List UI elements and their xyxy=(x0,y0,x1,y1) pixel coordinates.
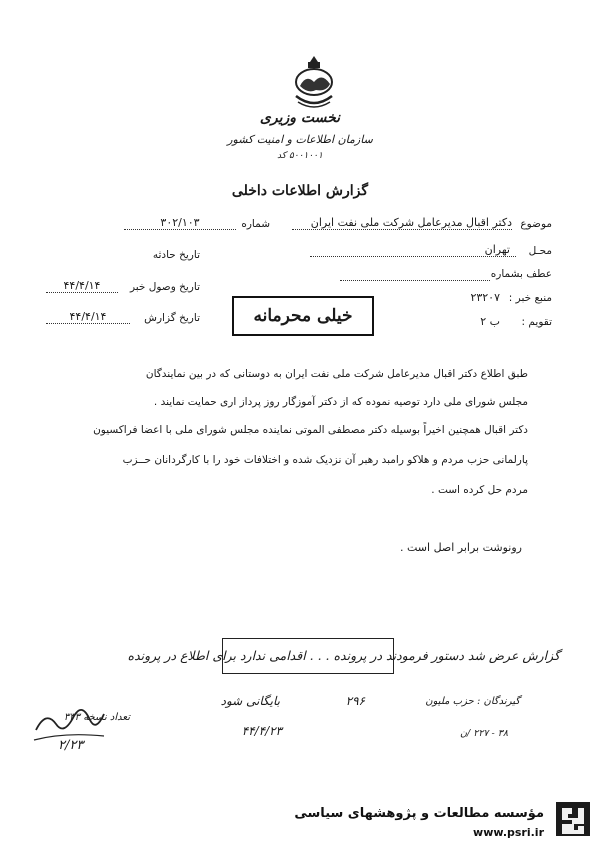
institute-logo-icon xyxy=(556,802,590,836)
receipt-date-label: تاریخ وصول خبر xyxy=(129,281,200,293)
evaluation-label: تقویم : xyxy=(521,316,552,328)
subject-label: موضوع xyxy=(520,218,552,230)
report-title: گزارش اطلاعات داخلی xyxy=(231,183,369,199)
header-code: ۵۰۰۱۰۰۱ کد xyxy=(277,151,323,161)
handwritten-date: ۴۴/۴/۲۳ xyxy=(241,724,282,738)
header-office-name: نخست وزیری xyxy=(259,110,341,126)
location-label: محـل xyxy=(528,245,552,257)
institute-url[interactable]: www.psri.ir xyxy=(473,826,544,839)
report-date-value: ۴۴/۴/۱۴ xyxy=(46,310,130,324)
receivers-note: گیرندگان : حزب ملیون xyxy=(425,696,520,707)
handwritten-note-line1: گزارش عرض شد دستور فرمودند در پرونده . . . اقدامی ندارد برای اطلاع در پرونده xyxy=(127,648,560,663)
copy-note: رونوشت برابر اصل است . xyxy=(400,541,522,554)
classification-stamp: خیلی محرمانه xyxy=(232,296,374,336)
crest-emblem-icon xyxy=(286,52,342,114)
report-date-label: تاریخ گزارش xyxy=(144,312,200,324)
institute-name: مؤسسه مطالعات و پژوهشهای سیاسی xyxy=(294,806,544,821)
footer-bar xyxy=(0,796,600,852)
handwritten-left-number: ۲/۲۳ xyxy=(58,738,84,753)
evaluation-value: ب ۲ xyxy=(480,315,500,328)
reference-line xyxy=(340,280,490,281)
copies-note: تعداد نسخه ۳۳۳ xyxy=(63,712,130,723)
source-label: منبع خبر : xyxy=(508,292,552,304)
handwritten-number: ۲۹۶ xyxy=(345,694,365,708)
body-line-4: پارلمانی حزب مردم و هلاکو رامبد رهبر آن نزدیک شده و اختلافات خود را با کارگردانان حــزب xyxy=(122,454,528,466)
body-line-2: مجلس شورای ملی دارد توصیه نموده که از دکتر آموزگار روز پرداز اری حمایت نمایند . xyxy=(153,396,528,408)
subject-value: دکتر اقبال مدیرعامل شرکت ملی نفت ایران xyxy=(292,216,512,230)
location-value: تهران xyxy=(310,243,516,257)
receipt-date-value: ۴۴/۴/۱۴ xyxy=(46,279,118,293)
signature-scribble xyxy=(30,700,110,750)
handwritten-box xyxy=(222,638,394,674)
handwritten-archive: بایگانی شود xyxy=(220,694,280,708)
source-value: ۲۳۲۰۷ xyxy=(470,291,500,304)
reference-label: عطف بشماره xyxy=(490,268,552,280)
incident-date-label: تاریخ حادثه xyxy=(152,249,200,261)
left-code: ۳۸ - ۲۲۷ /ن xyxy=(460,728,508,739)
body-line-1: طبق اطلاع دکتر اقبال مدیرعامل شرکت ملی نفت ایران به دوستانی که در بین نمایندگان xyxy=(145,368,528,380)
body-line-3: دکتر اقبال همچنین اخیراً بوسیله دکتر مصطفی الموتی نماینده مجلس شورای ملی با اعضا فراکسیون xyxy=(93,424,528,436)
header-agency-name: سازمان اطلاعات و امنیت کشور xyxy=(227,133,373,146)
number-value: ۳۰۲/۱۰۳ xyxy=(124,216,236,230)
body-line-5: مردم حل کرده است . xyxy=(431,484,528,496)
number-label: شماره xyxy=(241,218,270,230)
